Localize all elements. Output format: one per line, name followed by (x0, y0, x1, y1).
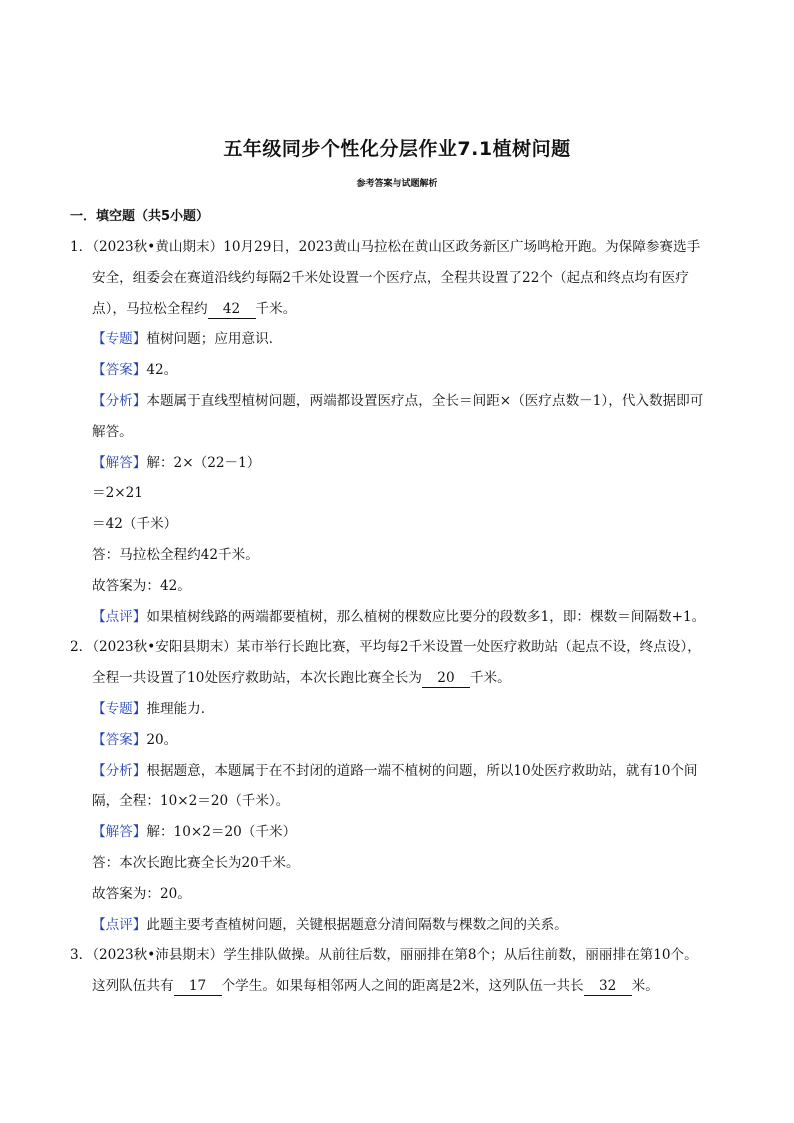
topic-text: 植树问题；应用意识． (146, 331, 283, 348)
solution-text: 解：10×2＝20（千米） (146, 824, 297, 841)
q1-solution (70, 448, 730, 479)
q2-comment (70, 910, 730, 941)
document-body (70, 232, 730, 1002)
comment-tag: 【点评】 (92, 608, 147, 625)
q2-line-2 (70, 663, 730, 694)
solution-tag: 【解答】 (92, 454, 147, 471)
page-subtitle: 参考答案与试题解析 (356, 179, 438, 189)
q2-answer-blank: 20 (422, 670, 470, 688)
q2-text: 千米。 (469, 670, 511, 687)
q3-text: 米。 (631, 978, 659, 995)
q1-solution-2: ＝2×21 (92, 485, 143, 502)
answer-tag: 【答案】 (92, 731, 147, 748)
q2-solution (70, 817, 730, 848)
page-title: 五年级同步个性化分层作业7.1植树问题 (223, 138, 571, 160)
answer-text: 42。 (146, 362, 178, 379)
solution-tag: 【解答】 (92, 824, 147, 841)
q1-analysis (70, 386, 730, 417)
answer-text: 20。 (146, 731, 178, 748)
analysis-text: 本题属于直线型植树问题，两端都设置医疗点，全长＝间距×（医疗点数－1），代入数据即可 (146, 392, 704, 409)
q2-text: 全程一共设置了10处医疗救助站，本次长跑比赛全长为 (92, 670, 422, 687)
q3-line-2 (70, 971, 730, 1002)
analysis-tag: 【分析】 (92, 762, 147, 779)
topic-tag: 【专题】 (92, 700, 147, 717)
q2-answer (70, 725, 730, 756)
q1-analysis-2: 解答。 (92, 423, 133, 440)
comment-text: 如果植树线路的两端都要植树，那么植树的棵数应比要分的段数多1，即：棵数＝间隔数+1。 (146, 608, 706, 625)
comment-tag: 【点评】 (92, 916, 147, 933)
q3-text: 这列队伍共有 (92, 978, 174, 995)
q2-topic (70, 694, 730, 725)
q2-line-1: 2．（2023秋•安阳县期末）某市举行长跑比赛，平均每2千米设置一处医疗救助站（起点不设，终点设）， (70, 639, 701, 656)
q1-solution-4: 答：马拉松全程约42千米。 (92, 546, 259, 563)
q2-solution-2: 答：本次长跑比赛全长为20千米。 (92, 854, 300, 871)
comment-text: 此题主要考查植树问题，关键根据题意分清间隔数与棵数之间的关系。 (146, 916, 568, 933)
topic-tag: 【专题】 (92, 331, 147, 348)
q1-topic (70, 324, 730, 355)
q3-line-1: 3．（2023秋•沛县期末）学生排队做操。从前往后数，丽丽排在第8个；从后往前数，丽丽排在第10个。 (70, 947, 698, 964)
q2-analysis-2: 隔，全程：10×2＝20（千米）。 (92, 793, 290, 810)
section-heading: 一．填空题（共5小题） (70, 209, 210, 224)
answer-tag: 【答案】 (92, 362, 147, 379)
q1-answer-blank: 42 (208, 301, 256, 319)
q1-line-2: 安全，组委会在赛道沿线约每隔2千米处设置一个医疗点，全程共设置了22个（起点和终点均有医疗 (92, 269, 689, 286)
q3-answer-blank-2: 32 (584, 978, 632, 996)
q2-analysis (70, 756, 730, 787)
q3-text: 个学生。如果每相邻两人之间的距离是2米，这列队伍一共长 (221, 978, 584, 995)
q3-answer-blank-1: 17 (174, 978, 222, 996)
q1-text: 点），马拉松全程约 (92, 300, 208, 317)
topic-text: 推理能力． (146, 700, 215, 717)
q1-answer (70, 355, 730, 386)
q1-solution-3: ＝42（千米） (92, 516, 178, 533)
analysis-text: 根据题意，本题属于在不封闭的道路一端不植树的问题，所以10处医疗救助站，就有10个间 (146, 762, 698, 779)
q1-text: 千米。 (255, 300, 297, 317)
q1-line-3 (70, 294, 730, 325)
q2-solution-3: 故答案为：20。 (92, 885, 191, 902)
q1-solution-5: 故答案为：42。 (92, 577, 191, 594)
solution-text: 解：2×（22－1） (146, 454, 261, 471)
analysis-tag: 【分析】 (92, 392, 147, 409)
q1-comment (70, 602, 730, 633)
q1-line-1: 1．（2023秋•黄山期末）10月29日，2023黄山马拉松在黄山区政务新区广场鸣枪开跑。为保障参赛选手 (70, 239, 701, 255)
